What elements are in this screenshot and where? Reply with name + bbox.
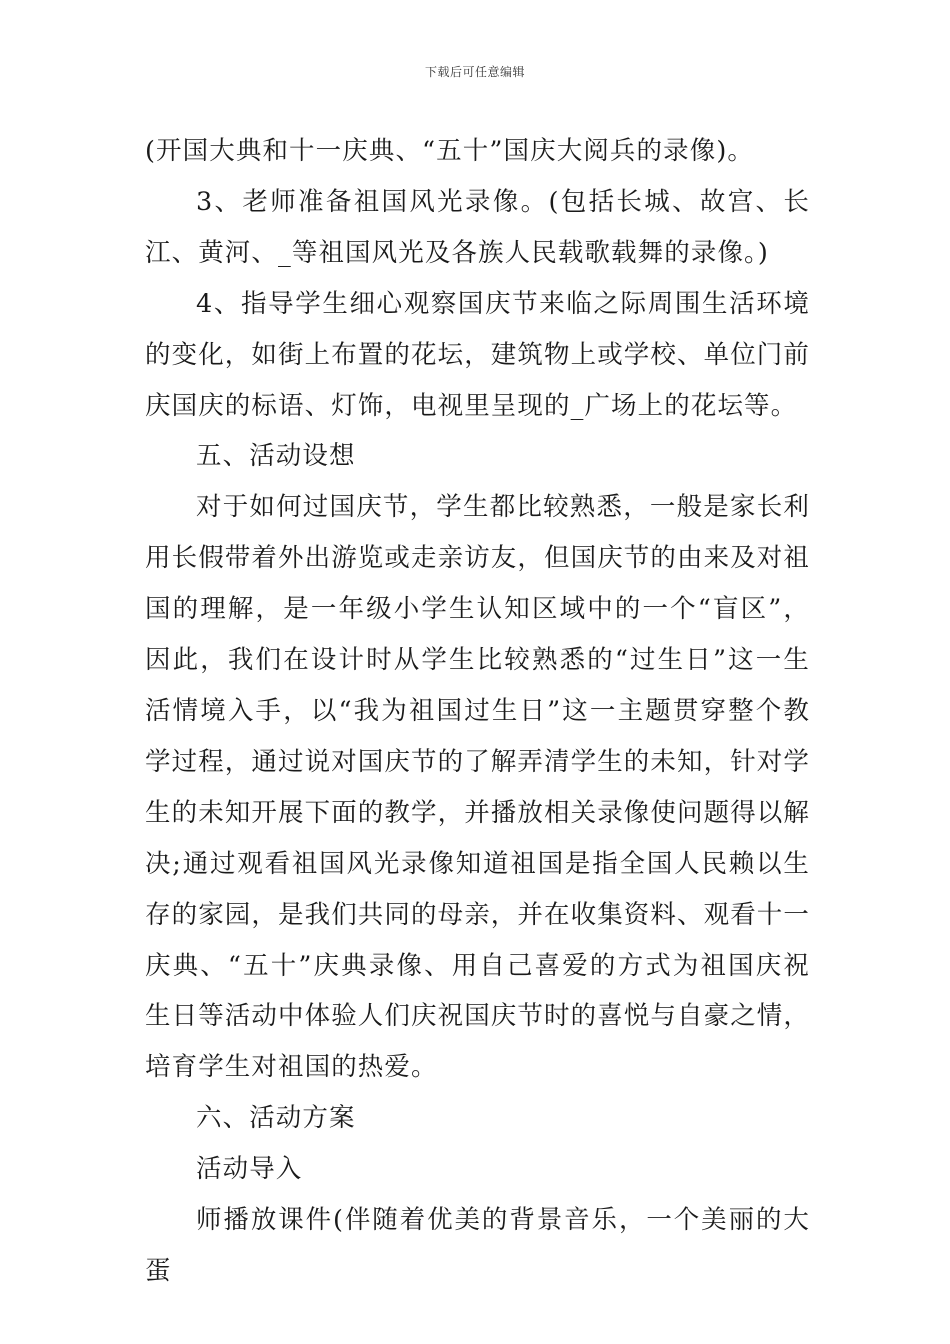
- paragraph-item-4: 4、指导学生细心观察国庆节来临之际周围生活环境的变化，如街上布置的花坛，建筑物上或学校、单位门前庆国庆的标语、灯饰，电视里呈现的_广场上的花坛等。: [145, 288, 811, 421]
- paragraph-activity-concept: 对于如何过国庆节，学生都比较熟悉，一般是家长利用长假带着外出游览或走亲访友，但国庆节的由来及对祖国的理解，是一年级小学生认知区域中的一个“盲区”，因此，我们在设计时从学生比较熟悉的“过生日”这一生活情境入手，以“我为祖国过生日”这一主题贯穿整个教学过程，通过说对国庆节的了解弄清学生的未知，针对学生的未知开展下面的教学，并播放相关录像使问题得以解决;通过观看祖国风光录像知道祖国是指全国人民赖以生存的家园，是我们共同的母亲，并在收集资料、观看十一庆典、“五十”庆典录像、用自己喜爱的方式为祖国庆祝生日等活动中体验人们庆祝国庆节时的喜悦与自豪之情，培育学生对祖国的热爱。: [145, 492, 811, 1083]
- section-heading-activity-plan: 六、活动方案: [196, 1103, 356, 1134]
- paragraph-activity-intro: 师播放课件(伴随着优美的背景音乐，一个美丽的大蛋: [145, 1205, 810, 1286]
- paragraph-materials-intro: (开国大典和十一庆典、“五十”国庆大阅兵的录像)。: [145, 136, 754, 166]
- page-header: 下载后可任意编辑: [424, 65, 525, 79]
- document-body: [145, 126, 810, 1297]
- subheading-activity-intro: 活动导入: [196, 1154, 303, 1185]
- paragraph-item-3: 3、老师准备祖国风光录像。(包括长城、故宫、长江、黄河、_等祖国风光及各族人民载歌载舞的录像。): [145, 186, 810, 268]
- section-heading-activity-concept: 五、活动设想: [196, 441, 356, 472]
